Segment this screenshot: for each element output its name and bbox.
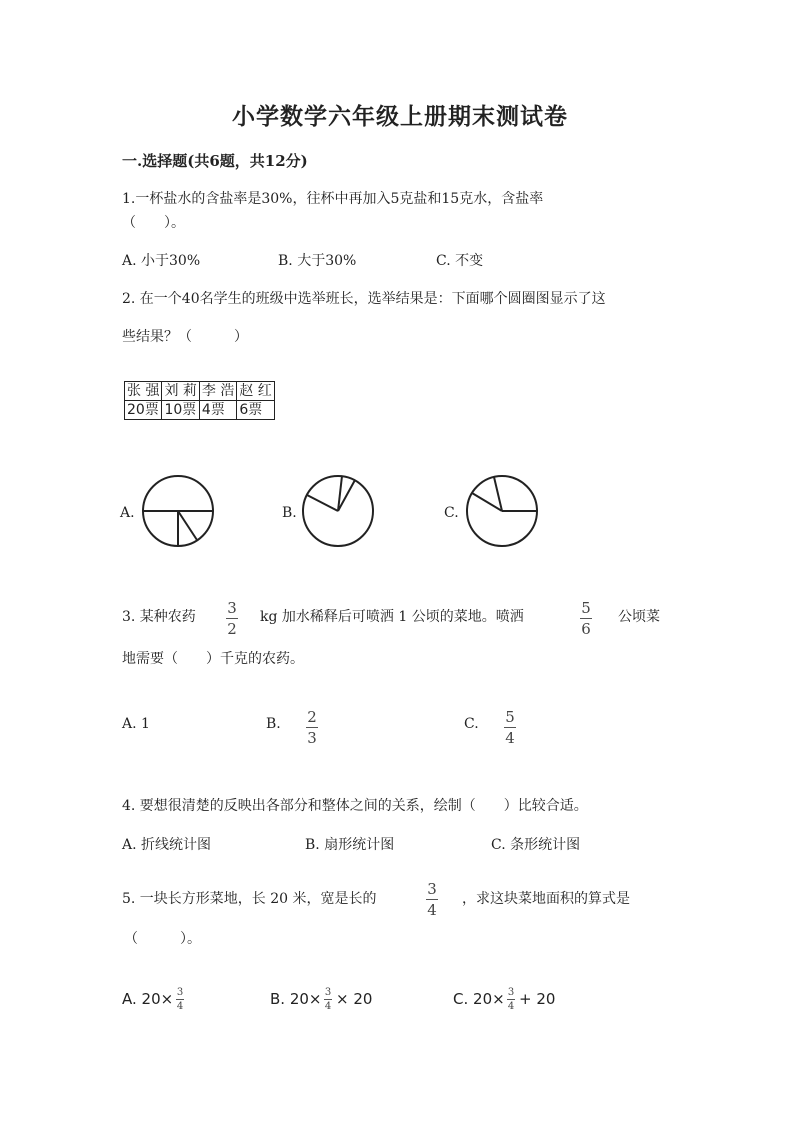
q3-stem-line2: 地需要（ ）千克的农药。 (122, 651, 304, 667)
fraction-bar (176, 999, 184, 1000)
fraction-numerator: 2 (307, 708, 317, 726)
q3-option-a[interactable]: A. 1 (122, 716, 150, 732)
fraction-numerator: 3 (227, 599, 237, 617)
q5-option-b-post: × 20 (336, 990, 373, 1008)
pie-option-c[interactable] (464, 473, 540, 549)
option-letter: B. (270, 990, 286, 1008)
fraction-denominator: 4 (427, 901, 437, 919)
fraction-denominator: 2 (227, 620, 237, 638)
fraction-bar (324, 999, 332, 1000)
q4-stem: 4. 要想很清楚的反映出各部分和整体之间的关系，绘制（ ）比较合适。 (122, 798, 588, 814)
q3-fraction-2 (580, 600, 592, 637)
vote-name-cell: 赵 红 (237, 382, 274, 401)
expr-pre: 20× (473, 990, 505, 1008)
fraction-denominator: 4 (507, 1001, 515, 1012)
q1-option-a[interactable]: A. 小于30% (122, 253, 201, 269)
fraction-bar (580, 618, 592, 619)
q1-option-c[interactable]: C. 不变 (436, 253, 484, 269)
fraction-bar (507, 999, 515, 1000)
q3-option-b-label[interactable]: B. (266, 716, 281, 732)
q2-option-c-label[interactable]: C. (444, 505, 459, 521)
q3-stem-mid: kg 加水稀释后可喷洒 1 公顷的菜地。喷洒 (260, 609, 524, 625)
q1-option-b[interactable]: B. 大于30% (278, 253, 357, 269)
page-title: 小学数学六年级上册期末测试卷 (232, 103, 568, 130)
q4-option-b[interactable]: B. 扇形统计图 (305, 837, 395, 853)
vote-count-cell: 4票 (199, 401, 236, 420)
q5-option-a-fraction (176, 987, 184, 1012)
q2-option-b-label[interactable]: B. (282, 505, 297, 521)
fraction-bar (504, 727, 516, 728)
expr-pre: 20× (141, 990, 174, 1008)
fraction-denominator: 6 (581, 620, 591, 638)
pie-option-b[interactable] (300, 473, 376, 549)
q3-option-b-fraction (306, 709, 318, 746)
vote-count-cell: 10票 (162, 401, 199, 420)
fraction-numerator: 3 (324, 987, 332, 998)
q5-stem-prefix: 5. 一块长方形菜地，长 20 米，宽是长的 (122, 891, 377, 907)
fraction-denominator: 4 (324, 1001, 332, 1012)
q2-option-a-label[interactable]: A. (120, 505, 135, 521)
fraction-denominator: 3 (307, 729, 317, 747)
q1-stem-line2: （ ）。 (122, 215, 185, 231)
vote-name-cell: 刘 莉 (162, 382, 199, 401)
fraction-numerator: 3 (427, 880, 437, 898)
fraction-bar (426, 899, 438, 900)
fraction-numerator: 5 (505, 708, 515, 726)
q2-stem-line1: 2. 在一个40名学生的班级中选举班长，选举结果是：下面哪个圆圈图显示了这 (122, 291, 606, 307)
expr-pre: 20× (289, 990, 322, 1008)
fraction-bar (306, 727, 318, 728)
q4-option-a[interactable]: A. 折线统计图 (122, 837, 212, 853)
q3-option-c-fraction (504, 709, 516, 746)
q5-option-c-fraction (507, 987, 515, 1012)
q5-option-c-post: + 20 (519, 990, 556, 1008)
q5-stem-suffix: ，求这块菜地面积的算式是 (462, 891, 630, 907)
vote-count-cell: 20票 (125, 401, 162, 420)
q5-option-c[interactable] (453, 990, 505, 1008)
fraction-numerator: 3 (507, 987, 515, 998)
q5-fraction (426, 881, 438, 918)
q3-fraction-1 (226, 600, 238, 637)
q3-option-c-label[interactable]: C. (464, 716, 479, 732)
pie-option-a[interactable] (140, 473, 216, 549)
option-letter: C. (453, 990, 469, 1008)
vote-table (124, 381, 275, 420)
q5-option-b[interactable] (270, 990, 322, 1008)
option-letter: A. (122, 990, 137, 1008)
q5-stem-line2: （ ）。 (124, 931, 201, 947)
q3-stem-suffix: 公顷菜 (618, 609, 660, 625)
fraction-numerator: 3 (176, 987, 184, 998)
vote-table-names-row (125, 382, 275, 401)
vote-name-cell: 李 浩 (199, 382, 236, 401)
vote-name-cell: 张 强 (125, 382, 162, 401)
q3-stem-prefix: 3. 某种农药 (122, 609, 196, 625)
q2-stem-line2: 些结果？（ ） (122, 329, 248, 345)
q4-option-c[interactable]: C. 条形统计图 (491, 837, 581, 853)
q5-option-b-fraction (324, 987, 332, 1012)
vote-table-votes-row (125, 401, 275, 420)
fraction-bar (226, 618, 238, 619)
vote-count-cell: 6票 (237, 401, 274, 420)
q1-stem-line1: 1.一杯盐水的含盐率是30%，往杯中再加入5克盐和15克水，含盐率 (122, 191, 544, 207)
fraction-denominator: 4 (176, 1001, 184, 1012)
section-heading: 一.选择题(共6题，共12分) (122, 152, 308, 170)
fraction-numerator: 5 (581, 599, 591, 617)
q5-option-a[interactable] (122, 990, 173, 1008)
fraction-denominator: 4 (505, 729, 515, 747)
